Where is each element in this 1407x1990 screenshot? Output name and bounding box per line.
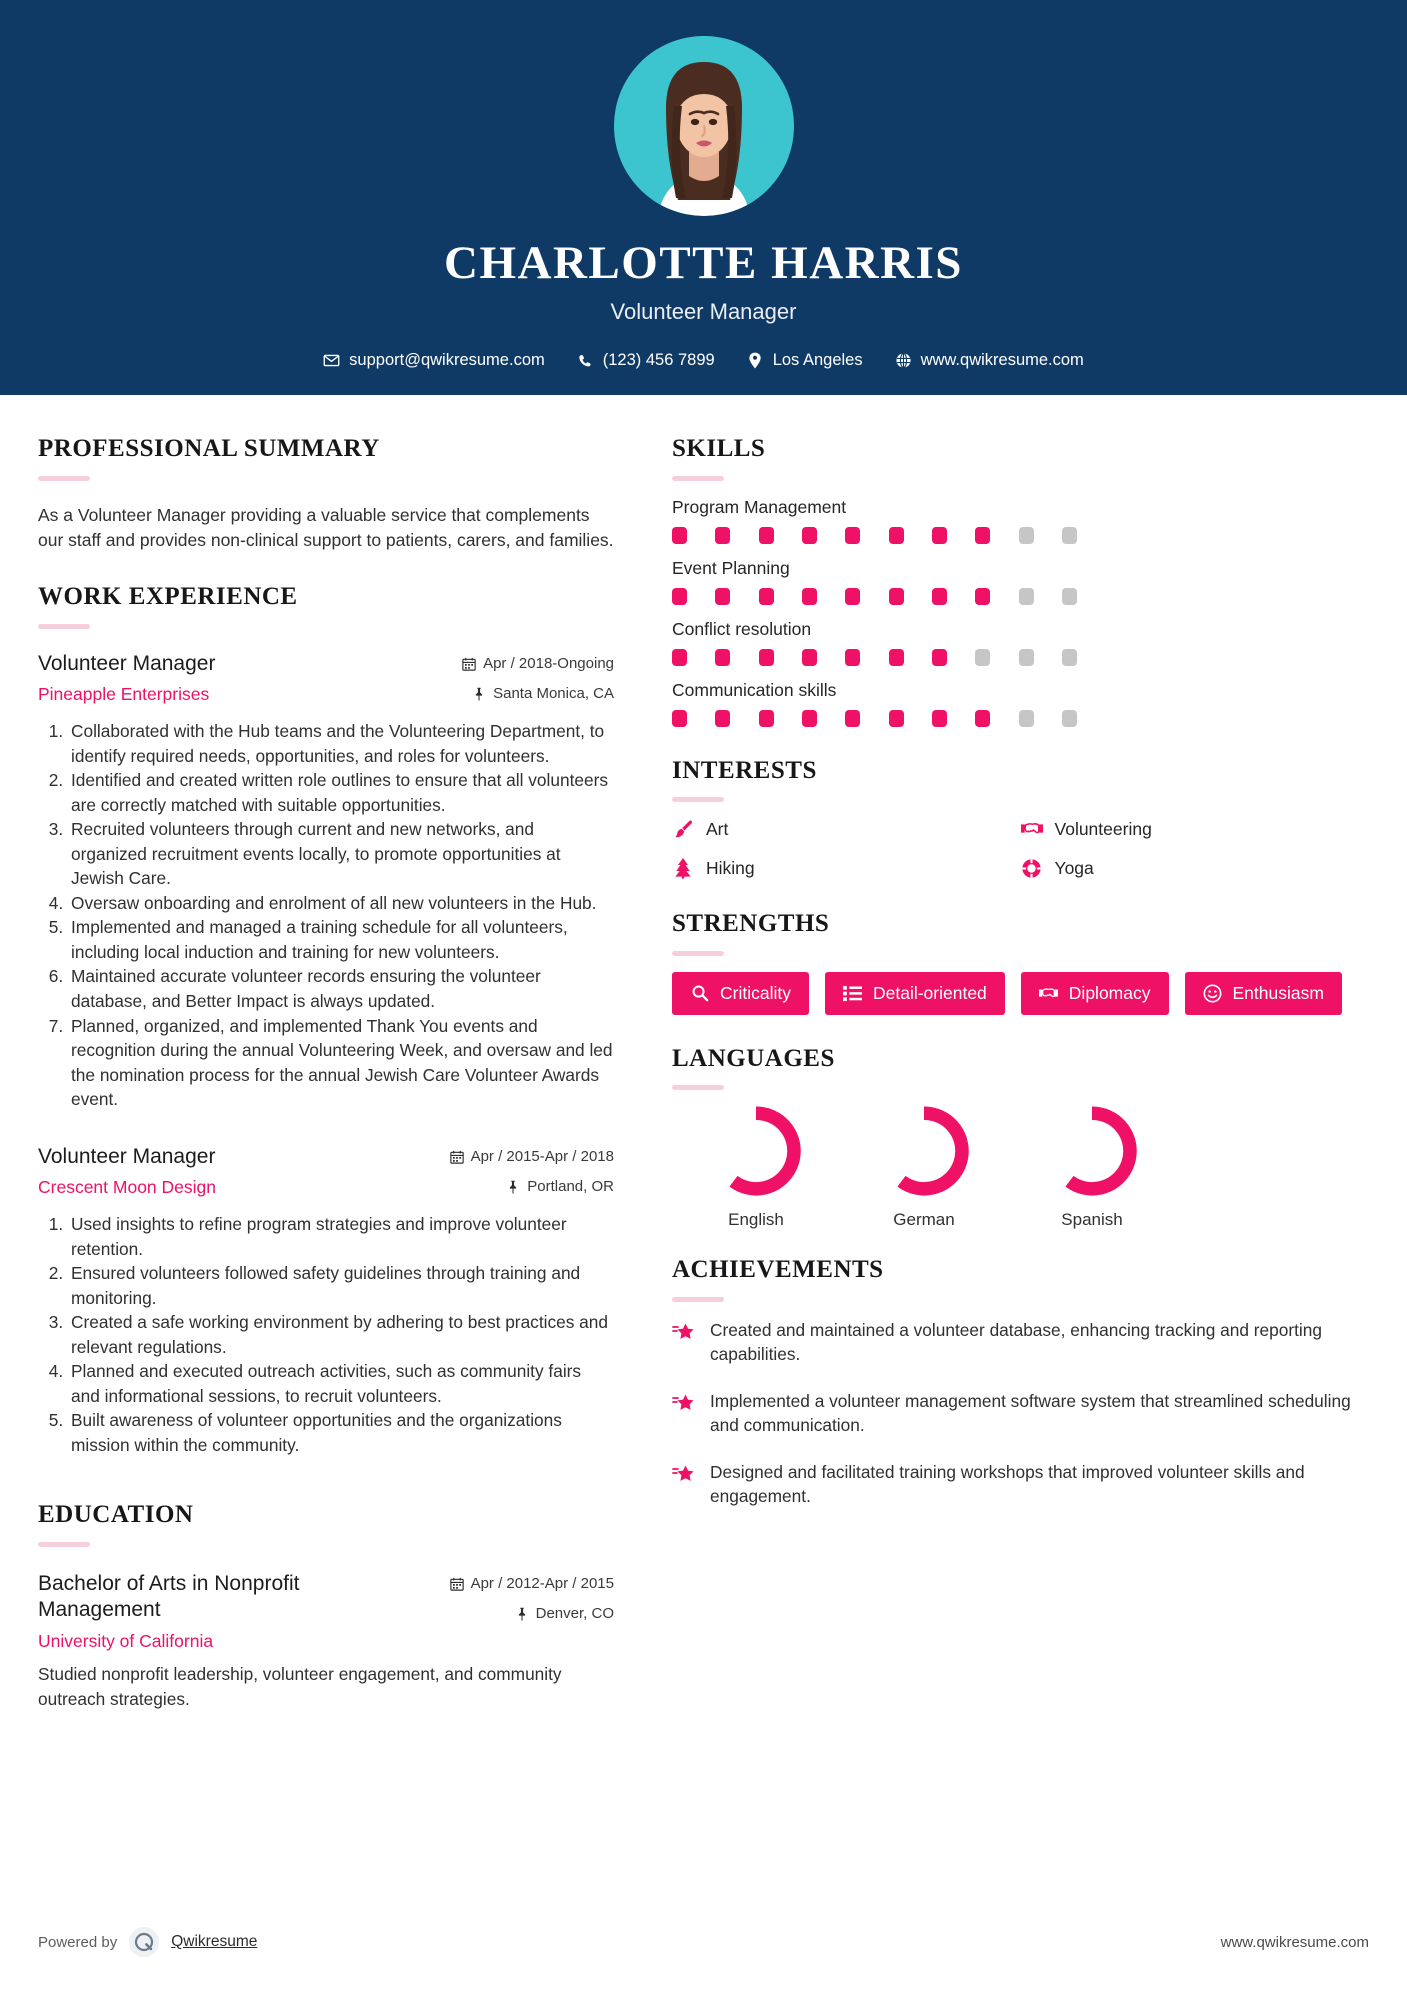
rating-dot [889, 710, 904, 727]
language-label: German [893, 1210, 955, 1229]
achievement-text: Implemented a volunteer management software system that streamlined scheduling and communication. [710, 1390, 1351, 1436]
strength-label: Enthusiasm [1232, 982, 1324, 1003]
work-experience-item [38, 651, 614, 1112]
language-label: Spanish [1061, 1210, 1123, 1229]
job-title: Volunteer Manager [38, 1144, 216, 1168]
rating-dot [715, 527, 730, 544]
job-bullet: 5. Implemented and managed a training schedule for all volunteers, including local induction and training for new volunteers. [68, 915, 614, 964]
job-bullet: 1. Used insights to refine program strategies and improve volunteer retention. [68, 1212, 614, 1261]
achievement-text: Created and maintained a volunteer database, enhancing tracking and reporting capabilities. [710, 1319, 1322, 1365]
education-item [38, 1571, 614, 1712]
section-rule [38, 1542, 90, 1547]
avatar-photo [614, 36, 794, 216]
map-pin-icon [472, 687, 486, 701]
avatar [614, 36, 794, 216]
rating-dot [715, 649, 730, 666]
rating-dot [975, 527, 990, 544]
strength-label: Diplomacy [1068, 982, 1151, 1003]
job-location [404, 1178, 614, 1196]
section-work-experience-header [38, 583, 614, 629]
rating-dot [932, 588, 947, 605]
rating-dot [802, 649, 817, 666]
education-title-block [38, 1571, 414, 1653]
strengths-list [672, 972, 1369, 1015]
section-rule [672, 476, 724, 481]
footer-branding [38, 1927, 257, 1957]
section-title: SKILLS [672, 435, 766, 462]
section-languages-header [672, 1045, 1369, 1091]
star-badge-icon [672, 1463, 696, 1487]
job-bullet: 2. Identified and created written role outlines to ensure that all volunteers are correctly matched with suitable opportunities. [68, 768, 614, 817]
job-bullet: 4. Planned and executed outreach activities, such as community fairs and informational sessions, to recruit volunteers. [68, 1359, 614, 1408]
rating-dot [715, 710, 730, 727]
page-title: CHARLOTTE HARRIS [444, 237, 963, 289]
rating-dot [889, 649, 904, 666]
skill-label: Conflict resolution [672, 618, 812, 639]
section-education-header [38, 1501, 614, 1547]
resume-header [0, 0, 1407, 395]
job-role-subtitle: Volunteer Manager [610, 299, 797, 324]
job-company: Crescent Moon Design [38, 1177, 216, 1197]
rating-dot [932, 527, 947, 544]
achievement-text: Designed and facilitated training workshops that improved volunteer skills and engagement. [710, 1461, 1305, 1507]
job-header [38, 1144, 614, 1198]
education-dates [414, 1575, 614, 1593]
search-icon [690, 984, 709, 1003]
contact-email[interactable] [323, 351, 545, 370]
strength-badge-detail-oriented [825, 972, 1005, 1015]
language-donut-english [711, 1106, 801, 1196]
smiley-icon [1203, 984, 1222, 1003]
section-skills-header [672, 435, 1369, 481]
rating-dot [1019, 527, 1034, 544]
job-bullet: 5. Built awareness of volunteer opportunities and the organizations mission within the community. [68, 1408, 614, 1457]
job-location-text: Portland, OR [527, 1177, 614, 1195]
lifering-icon [1021, 857, 1043, 879]
section-title: LANGUAGES [672, 1044, 835, 1072]
rating-dot [715, 588, 730, 605]
map-pin-icon [515, 1607, 529, 1621]
qwikresume-logo-icon [129, 1927, 159, 1957]
rating-dot [1062, 527, 1077, 544]
job-bullet: 1. Collaborated with the Hub teams and the Volunteering Department, to identify required needs, opportunities, and roles for volunteers. [68, 719, 614, 768]
achievement-item [672, 1460, 1369, 1509]
job-dates-text: Apr / 2018-Ongoing [483, 654, 614, 672]
skill-label: Event Planning [672, 557, 790, 578]
job-bullets [38, 719, 614, 1112]
star-badge-icon [672, 1321, 696, 1345]
envelope-icon [323, 352, 340, 369]
job-company: Pineapple Enterprises [38, 684, 210, 704]
education-dates-text: Apr / 2012-Apr / 2015 [470, 1574, 614, 1592]
rating-dot [1062, 649, 1077, 666]
rating-dot [845, 527, 860, 544]
language-item [1008, 1106, 1176, 1230]
qwikresume-brand-link[interactable]: Qwikresume [171, 1933, 258, 1950]
rating-dot [759, 527, 774, 544]
job-bullet: 7. Planned, organized, and implemented Thank You events and recognition during the annual Volunteering Week, and oversaw and led the nomination process for the annual Jewish Care Volunteer Awards event. [68, 1014, 614, 1112]
rating-dot [889, 588, 904, 605]
education-location [414, 1605, 614, 1623]
rating-dot [975, 588, 990, 605]
list-icon [843, 984, 862, 1003]
section-title: ACHIEVEMENTS [672, 1256, 884, 1283]
job-dates [404, 1148, 614, 1166]
skill-item [672, 497, 1369, 544]
interest-label: Volunteering [1054, 818, 1152, 839]
rating-dot [975, 649, 990, 666]
skill-item [672, 558, 1369, 605]
rating-dot [845, 710, 860, 727]
language-donut-german [879, 1106, 969, 1196]
interest-item [672, 857, 1021, 879]
section-title: PROFESSIONAL SUMMARY [38, 435, 380, 462]
education-location-text: Denver, CO [535, 1604, 614, 1622]
globe-icon [895, 352, 912, 369]
contact-phone[interactable] [577, 351, 715, 370]
job-header [38, 651, 614, 705]
job-location [404, 685, 614, 703]
section-title: EDUCATION [38, 1501, 194, 1529]
section-rule [672, 797, 724, 802]
section-rule [672, 1297, 724, 1302]
right-column [640, 395, 1407, 1712]
star-badge-icon [672, 1392, 696, 1416]
contact-row [307, 351, 1100, 370]
interest-item [672, 818, 1021, 840]
footer-website[interactable]: www.qwikresume.com [1220, 1933, 1369, 1951]
section-professional-summary-header [38, 435, 614, 481]
location-pin-icon [747, 352, 764, 369]
section-rule [672, 1085, 724, 1090]
strength-badge-criticality [672, 972, 809, 1015]
skill-rating [672, 649, 1077, 666]
job-dates [404, 655, 614, 673]
education-description: Studied nonprofit leadership, volunteer engagement, and community outreach strategies. [38, 1664, 562, 1710]
job-bullet: 6. Maintained accurate volunteer records ensuring the volunteer database, and Better Impact is always updated. [68, 964, 614, 1013]
rating-dot [1062, 588, 1077, 605]
section-title: STRENGTHS [672, 910, 830, 937]
section-rule [38, 476, 90, 481]
education-school: University of California [38, 1631, 214, 1652]
rating-dot [845, 588, 860, 605]
paintbrush-icon [672, 818, 694, 840]
resume-body [0, 395, 1407, 1712]
skill-rating [672, 710, 1077, 727]
rating-dot [759, 710, 774, 727]
work-experience-item [38, 1144, 614, 1458]
rating-dot [802, 588, 817, 605]
calendar-icon [450, 1577, 464, 1591]
job-title: Volunteer Manager [38, 651, 216, 675]
rating-dot [845, 649, 860, 666]
languages-list [672, 1106, 1369, 1230]
rating-dot [672, 710, 687, 727]
section-title: WORK EXPERIENCE [38, 583, 298, 611]
language-item [672, 1106, 840, 1230]
job-bullet: 2. Ensured volunteers followed safety guidelines through training and monitoring. [68, 1261, 614, 1310]
job-bullet: 3. Recruited volunteers through current and new networks, and organized recruitment events locally, to promote opportunities at Jewish Care. [68, 817, 614, 891]
section-achievements-header [672, 1256, 1369, 1302]
interest-item [1021, 818, 1370, 840]
contact-location-text: Los Angeles [772, 351, 863, 369]
job-location-text: Santa Monica, CA [493, 684, 614, 702]
job-meta [404, 651, 614, 703]
rating-dot [932, 649, 947, 666]
language-donut-spanish [1047, 1106, 1137, 1196]
tree-icon [672, 857, 694, 879]
section-rule [38, 624, 90, 629]
rating-dot [802, 527, 817, 544]
job-dates-text: Apr / 2015-Apr / 2018 [470, 1147, 614, 1165]
interest-label: Hiking [706, 857, 755, 878]
education-meta [414, 1571, 614, 1623]
calendar-icon [450, 1150, 464, 1164]
section-rule [672, 951, 724, 956]
contact-location[interactable] [747, 351, 863, 370]
rating-dot [1019, 649, 1034, 666]
section-strengths-header [672, 910, 1369, 956]
rating-dot [932, 710, 947, 727]
rating-dot [802, 710, 817, 727]
education-degree: Bachelor of Arts in Nonprofit Management [38, 1571, 300, 1622]
job-meta [404, 1144, 614, 1196]
education-header [38, 1571, 614, 1653]
map-pin-icon [506, 1180, 520, 1194]
contact-email-text: support@qwikresume.com [349, 351, 545, 369]
handshake-icon [1039, 984, 1058, 1003]
strength-badge-enthusiasm [1185, 972, 1342, 1015]
skill-rating [672, 527, 1077, 544]
language-item [840, 1106, 1008, 1230]
job-bullet: 4. Oversaw onboarding and enrolment of all new volunteers in the Hub. [68, 891, 614, 916]
rating-dot [1062, 710, 1077, 727]
strength-label: Detail-oriented [872, 982, 987, 1003]
rating-dot [1019, 588, 1034, 605]
left-column [0, 395, 640, 1712]
contact-website-text: www.qwikresume.com [920, 351, 1084, 369]
skill-rating [672, 588, 1077, 605]
calendar-icon [462, 657, 476, 671]
skill-label: Program Management [672, 496, 847, 517]
contact-website[interactable] [895, 351, 1084, 370]
rating-dot [975, 710, 990, 727]
rating-dot [1019, 710, 1034, 727]
job-title-block [38, 1144, 404, 1198]
phone-icon [577, 352, 594, 369]
interest-label: Yoga [1054, 857, 1094, 878]
powered-by-label: Powered by [38, 1933, 118, 1951]
contact-phone-text: (123) 456 7899 [602, 351, 715, 369]
skill-label: Communication skills [672, 679, 837, 700]
rating-dot [759, 649, 774, 666]
rating-dot [759, 588, 774, 605]
strength-label: Criticality [720, 982, 791, 1003]
language-label: English [728, 1210, 784, 1229]
resume-footer [0, 1894, 1407, 1990]
rating-dot [672, 527, 687, 544]
achievement-item [672, 1318, 1369, 1367]
skill-item [672, 680, 1369, 727]
rating-dot [889, 527, 904, 544]
job-bullet: 3. Created a safe working environment by adhering to best practices and relevant regulations. [68, 1310, 614, 1359]
section-interests-header [672, 757, 1369, 803]
interest-label: Art [706, 818, 729, 839]
interests-list [672, 818, 1369, 896]
interest-item [1021, 857, 1370, 879]
strength-badge-diplomacy [1021, 972, 1169, 1015]
handshake-icon [1021, 818, 1043, 840]
rating-dot [672, 588, 687, 605]
achievements-list [672, 1318, 1369, 1509]
achievement-item [672, 1389, 1369, 1438]
skill-item [672, 619, 1369, 666]
rating-dot [672, 649, 687, 666]
job-title-block [38, 651, 404, 705]
professional-summary-text: As a Volunteer Manager providing a valuable service that complements our staff and provides non-clinical support to patients, carers, and families. [38, 504, 614, 550]
job-bullets [38, 1212, 614, 1457]
section-title: INTERESTS [672, 756, 817, 784]
